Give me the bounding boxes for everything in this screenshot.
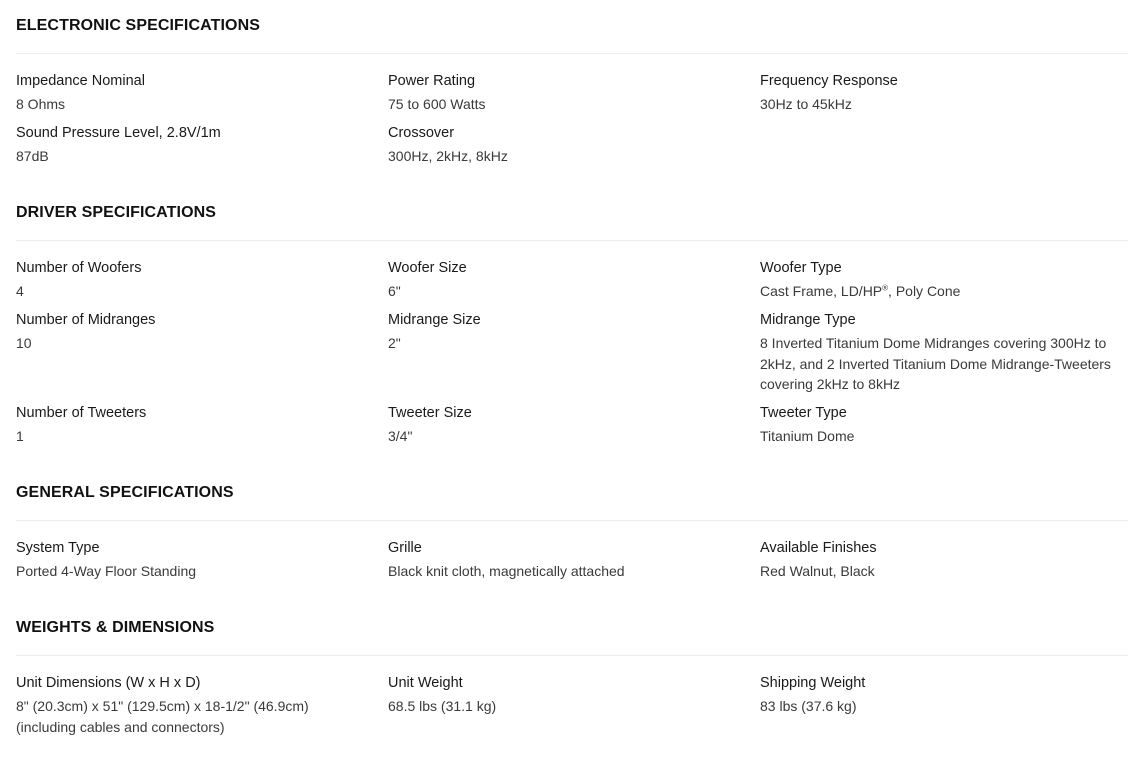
- spec-value: 6": [388, 283, 401, 299]
- spec-value: Black knit cloth, magnetically attached: [388, 563, 625, 579]
- section-title: DRIVER SPECIFICATIONS: [16, 204, 217, 221]
- spec-value-text: Cast Frame, LD/HP: [760, 283, 883, 299]
- spec-value: 87dB: [16, 148, 49, 164]
- section-title: WEIGHTS & DIMENSIONS: [16, 619, 215, 636]
- spec-label: Impedance Nominal: [16, 73, 145, 89]
- electronic-specifications-section: [16, 16, 1128, 176]
- spec-value: 83 lbs (37.6 kg): [760, 698, 857, 714]
- section-title: ELECTRONIC SPECIFICATIONS: [16, 17, 260, 34]
- spec-label: Woofer Type: [760, 260, 842, 276]
- spec-power-rating: [388, 71, 748, 115]
- section-divider: [16, 53, 1128, 54]
- spec-label: Tweeter Type: [760, 405, 847, 421]
- spec-grille: [388, 538, 748, 582]
- spec-unit-dimensions: [16, 673, 346, 737]
- spec-label: Midrange Type: [760, 312, 856, 328]
- spec-frequency-response: [760, 71, 1120, 115]
- spec-sound-pressure-level: [16, 123, 376, 167]
- spec-label: System Type: [16, 540, 100, 556]
- spec-impedance: [16, 71, 376, 115]
- spec-value: 30Hz to 45kHz: [760, 96, 852, 112]
- spec-crossover: [388, 123, 748, 167]
- spec-value: 8 Ohms: [16, 96, 66, 112]
- registered-mark: ®: [882, 283, 889, 293]
- weights-dimensions-section: [16, 618, 1128, 748]
- spec-value: 3/4": [388, 428, 413, 444]
- spec-midrange-size: [388, 310, 748, 354]
- general-specifications-section: [16, 483, 1128, 593]
- spec-system-type: [16, 538, 376, 582]
- spec-label: Power Rating: [388, 73, 476, 89]
- spec-label: Available Finishes: [760, 540, 877, 556]
- spec-label: Unit Weight: [388, 675, 463, 691]
- spec-value: 1: [16, 428, 24, 444]
- spec-label: Number of Woofers: [16, 260, 142, 276]
- spec-value: Ported 4-Way Floor Standing: [16, 563, 197, 579]
- spec-woofer-type: [760, 258, 1120, 302]
- spec-value: 4: [16, 283, 24, 299]
- spec-value: Red Walnut, Black: [760, 563, 875, 579]
- spec-label: Frequency Response: [760, 73, 898, 89]
- spec-shipping-weight: [760, 673, 1120, 717]
- spec-midrange-type: [760, 310, 1128, 395]
- spec-label: Unit Dimensions (W x H x D): [16, 675, 201, 691]
- section-title: GENERAL SPECIFICATIONS: [16, 484, 234, 501]
- spec-label: Midrange Size: [388, 312, 481, 328]
- spec-tweeter-type: [760, 403, 1120, 447]
- spec-unit-weight: [388, 673, 748, 717]
- spec-available-finishes: [760, 538, 1120, 582]
- spec-label: Tweeter Size: [388, 405, 472, 421]
- spec-label: Crossover: [388, 125, 455, 141]
- spec-woofer-size: [388, 258, 748, 302]
- spec-value: Titanium Dome: [760, 428, 855, 444]
- spec-number-of-midranges: [16, 310, 376, 354]
- spec-value: 8 Inverted Titanium Dome Midranges covering 300Hz to 2kHz, and 2 Inverted Titanium Dome Midrange-Tweeters covering 2kHz to 8kHz: [760, 335, 1111, 392]
- spec-value-text: , Poly Cone: [888, 283, 961, 299]
- spec-label: Sound Pressure Level, 2.8V/1m: [16, 125, 221, 141]
- spec-label: Grille: [388, 540, 422, 556]
- spec-value: 68.5 lbs (31.1 kg): [388, 698, 497, 714]
- spec-label: Number of Tweeters: [16, 405, 147, 421]
- spec-value: 8" (20.3cm) x 51" (129.5cm) x 18-1/2" (46.9cm) (including cables and connectors): [16, 698, 309, 735]
- spec-label: Number of Midranges: [16, 312, 156, 328]
- section-divider: [16, 655, 1128, 656]
- spec-value: 300Hz, 2kHz, 8kHz: [388, 148, 508, 164]
- driver-specifications-section: [16, 203, 1128, 453]
- spec-label: Woofer Size: [388, 260, 467, 276]
- spec-number-of-woofers: [16, 258, 376, 302]
- spec-value: 2": [388, 335, 401, 351]
- spec-value: [760, 281, 1120, 302]
- spec-value: 75 to 600 Watts: [388, 96, 486, 112]
- spec-value: 10: [16, 335, 32, 351]
- spec-label: Shipping Weight: [760, 675, 866, 691]
- section-divider: [16, 240, 1128, 241]
- section-divider: [16, 520, 1128, 521]
- spec-tweeter-size: [388, 403, 748, 447]
- spec-number-of-tweeters: [16, 403, 376, 447]
